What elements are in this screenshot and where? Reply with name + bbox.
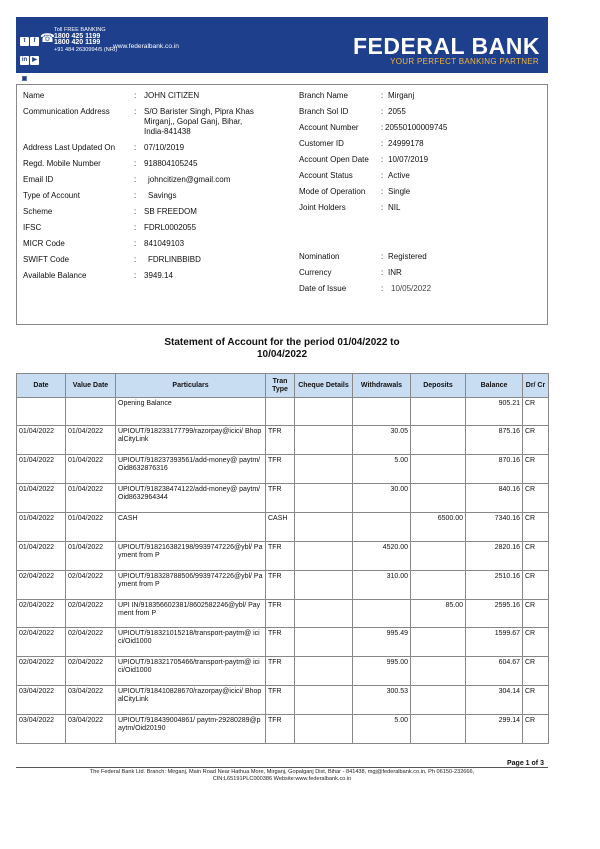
cell-tran-type: CASH: [266, 513, 295, 542]
cell-dr-cr: CR: [523, 686, 549, 715]
cell-value-date: 01/04/2022: [66, 542, 116, 571]
table-row: [17, 600, 549, 628]
label-address-updated: Address Last Updated On: [23, 143, 116, 152]
value-mobile: 918804105245: [144, 159, 198, 168]
cell-particulars: CASH: [116, 513, 266, 542]
cell-particulars: UPIOUT/918233177799/razorpay@icici/ BhopalCityLink: [116, 426, 266, 455]
cell-cheque: [295, 715, 353, 744]
header-date: Date: [17, 374, 66, 398]
cell-cheque: [295, 455, 353, 484]
value-address-line2: Mirganj,, Gopal Ganj, Bihar,: [144, 117, 243, 126]
cell-cheque: [295, 542, 353, 571]
cell-particulars: UPIOUT/918238474122/add-money@ paytm/Oid8632964344: [116, 484, 266, 513]
footer-line2: CIN:L65191PLC000386 Website:www.federalbank.co.in: [212, 776, 352, 782]
label-mode-of-operation: Mode of Operation: [299, 187, 366, 196]
header-particulars: Particulars: [116, 374, 266, 398]
table-row: [17, 455, 549, 484]
label-ifsc: IFSC: [23, 223, 42, 232]
cell-date: 02/04/2022: [17, 600, 66, 628]
cell-withdrawals: [353, 513, 411, 542]
colon: :: [381, 187, 384, 196]
value-name: JOHN CITIZEN: [144, 91, 200, 100]
cell-balance: 1599.67: [466, 628, 523, 657]
cell-tran-type: TFR: [266, 426, 295, 455]
cell-dr-cr: CR: [523, 455, 549, 484]
cell-withdrawals: 30.00: [353, 484, 411, 513]
table-row: [17, 542, 549, 571]
cell-date: 02/04/2022: [17, 628, 66, 657]
phone-number-2: 1800 420 1199: [54, 39, 101, 47]
cell-withdrawals: 4520.00: [353, 542, 411, 571]
colon: :: [134, 175, 137, 184]
cell-deposits: [411, 571, 466, 600]
colon: :: [134, 223, 137, 232]
colon: :: [134, 207, 137, 216]
colon: :: [134, 255, 137, 264]
table-header-row: [17, 374, 549, 398]
label-name: Name: [23, 91, 45, 100]
facebook-icon[interactable]: f: [30, 37, 39, 46]
colon: :: [134, 107, 137, 116]
cell-value-date: 02/04/2022: [66, 571, 116, 600]
table-row: [17, 686, 549, 715]
label-account-status: Account Status: [299, 171, 353, 180]
label-joint-holders: Joint Holders: [299, 203, 346, 212]
value-customer-id: 24999178: [388, 139, 424, 148]
cell-balance: 604.67: [466, 657, 523, 686]
value-ifsc: FDRL0002055: [144, 223, 197, 232]
cell-withdrawals: 300.53: [353, 686, 411, 715]
cell-value-date: 02/04/2022: [66, 628, 116, 657]
footer-divider: [16, 767, 548, 768]
colon: :: [381, 203, 384, 212]
cell-value-date: 01/04/2022: [66, 513, 116, 542]
table-row: [17, 398, 549, 426]
cell-withdrawals: [353, 398, 411, 426]
header-withdrawals: Withdrawals: [353, 374, 411, 398]
table-row: [17, 715, 549, 744]
colon: :: [381, 123, 384, 132]
cell-dr-cr: CR: [523, 426, 549, 455]
page-number: Page 1 of 3: [507, 760, 544, 767]
value-branch-name: Mirganj: [388, 91, 415, 100]
value-mode-of-operation: Single: [388, 187, 411, 196]
cell-deposits: 85.00: [411, 600, 466, 628]
cell-balance: 7340.16: [466, 513, 523, 542]
header-deposits: Deposits: [411, 374, 466, 398]
twitter-icon[interactable]: t: [20, 37, 29, 46]
cell-cheque: [295, 686, 353, 715]
cell-tran-type: TFR: [266, 455, 295, 484]
cell-balance: 2595.16: [466, 600, 523, 628]
youtube-icon[interactable]: ▶: [30, 56, 39, 65]
cell-balance: 870.16: [466, 455, 523, 484]
cell-cheque: [295, 657, 353, 686]
table-row: [17, 484, 549, 513]
cell-dr-cr: CR: [523, 657, 549, 686]
cell-cheque: [295, 600, 353, 628]
cell-dr-cr: CR: [523, 398, 549, 426]
value-nomination: Registered: [388, 252, 427, 261]
cell-cheque: [295, 628, 353, 657]
value-swift: FDRLINBBIBD: [148, 255, 201, 264]
value-available-balance: 3949.14: [144, 271, 173, 280]
account-info-box: [16, 84, 548, 325]
label-branch-name: Branch Name: [299, 91, 348, 100]
cell-tran-type: TFR: [266, 542, 295, 571]
cell-dr-cr: CR: [523, 715, 549, 744]
value-account-open-date: 10/07/2019: [388, 155, 429, 164]
value-date-of-issue: 10/05/2022: [391, 284, 432, 293]
cell-cheque: [295, 571, 353, 600]
cell-dr-cr: CR: [523, 628, 549, 657]
bank-tagline: YOUR PERFECT BANKING PARTNER: [390, 57, 539, 66]
cell-particulars: UPIOUT/918410828670/razorpay@icici/ BhopalCityLink: [116, 686, 266, 715]
cell-tran-type: TFR: [266, 600, 295, 628]
cell-value-date: 03/04/2022: [66, 715, 116, 744]
cell-value-date: 02/04/2022: [66, 657, 116, 686]
mobile-app-icon[interactable]: ▣: [21, 76, 28, 82]
colon: :: [381, 107, 384, 116]
colon: :: [134, 271, 137, 280]
cell-balance: 875.16: [466, 426, 523, 455]
cell-deposits: [411, 628, 466, 657]
table-row: [17, 657, 549, 686]
value-scheme: SB FREEDOM: [144, 207, 197, 216]
cell-tran-type: TFR: [266, 686, 295, 715]
table-row: [17, 628, 549, 657]
value-currency: INR: [388, 268, 402, 277]
label-mobile: Regd. Mobile Number: [23, 159, 101, 168]
value-joint-holders: NIL: [388, 203, 401, 212]
statement-title-line1: Statement of Account for the period 01/04/2022 to: [164, 337, 400, 348]
cell-balance: 2820.16: [466, 542, 523, 571]
header-tran-type: Tran Type: [266, 374, 295, 398]
colon: :: [381, 284, 384, 293]
value-account-status: Active: [388, 171, 410, 180]
label-account-type: Type of Account: [23, 191, 80, 200]
cell-tran-type: TFR: [266, 484, 295, 513]
cell-dr-cr: CR: [523, 571, 549, 600]
toll-free-label: Toll FREE BANKING: [54, 27, 106, 33]
cell-dr-cr: CR: [523, 484, 549, 513]
value-address-line1: S/O Barister Singh, Pipra Khas: [144, 107, 254, 116]
cell-particulars: UPIOUT/918321705466/transport-paytm@ icici/Oid1000: [116, 657, 266, 686]
header-cheque-details: Cheque Details: [295, 374, 353, 398]
cell-withdrawals: 30.05: [353, 426, 411, 455]
phone-number-nri: +91 484 2630994/5 (NRI): [54, 46, 118, 53]
cell-deposits: [411, 455, 466, 484]
colon: :: [381, 155, 384, 164]
transactions-table: [16, 373, 549, 744]
cell-balance: 840.16: [466, 484, 523, 513]
label-currency: Currency: [299, 268, 332, 277]
cell-value-date: 01/04/2022: [66, 455, 116, 484]
cell-withdrawals: [353, 600, 411, 628]
cell-value-date: [66, 398, 116, 426]
colon: :: [134, 159, 137, 168]
header-dr-cr: Dr/ Cr: [523, 374, 549, 398]
cell-value-date: 03/04/2022: [66, 686, 116, 715]
cell-tran-type: TFR: [266, 571, 295, 600]
cell-withdrawals: 310.00: [353, 571, 411, 600]
label-nomination: Nomination: [299, 252, 340, 261]
header-banner: [16, 17, 548, 82]
cell-balance: 2510.16: [466, 571, 523, 600]
label-branch-sol-id: Branch Sol ID: [299, 107, 349, 116]
cell-cheque: [295, 398, 353, 426]
value-account-number: 20550100009745: [385, 123, 448, 132]
cell-value-date: 02/04/2022: [66, 600, 116, 628]
cell-balance: 299.14: [466, 715, 523, 744]
table-row: [17, 426, 549, 455]
label-account-open-date: Account Open Date: [299, 155, 369, 164]
label-customer-id: Customer ID: [299, 139, 344, 148]
cell-tran-type: [266, 398, 295, 426]
website-link[interactable]: www.federalbank.co.in: [113, 43, 179, 50]
cell-withdrawals: 5.00: [353, 455, 411, 484]
colon: :: [381, 91, 384, 100]
cell-deposits: [411, 542, 466, 571]
header-value-date: Value Date: [66, 374, 116, 398]
cell-cheque: [295, 426, 353, 455]
cell-particulars: UPIOUT/918439004861/ paytm-29280289@paytm/Oid20190: [116, 715, 266, 744]
table-row: [17, 513, 549, 542]
cell-deposits: [411, 398, 466, 426]
cell-deposits: 6500.00: [411, 513, 466, 542]
cell-particulars: Opening Balance: [116, 398, 266, 426]
colon: :: [134, 91, 137, 100]
cell-particulars: UPIOUT/918216382198/9939747226@ybl/ Payment from P: [116, 542, 266, 571]
colon: :: [134, 143, 137, 152]
phone-icon: ☎: [40, 31, 55, 45]
bank-logo: FEDERAL BANK: [352, 33, 540, 59]
label-swift: SWIFT Code: [23, 255, 70, 264]
cell-date: [17, 398, 66, 426]
cell-tran-type: TFR: [266, 657, 295, 686]
cell-cheque: [295, 484, 353, 513]
cell-particulars: UPIOUT/918237393561/add-money@ paytm/Oid8632876316: [116, 455, 266, 484]
value-micr: 841049103: [144, 239, 185, 248]
table-row: [17, 571, 549, 600]
cell-balance: 304.14: [466, 686, 523, 715]
cell-deposits: [411, 426, 466, 455]
cell-tran-type: TFR: [266, 715, 295, 744]
cell-date: 01/04/2022: [17, 426, 66, 455]
cell-dr-cr: CR: [523, 542, 549, 571]
social-icons: [20, 29, 42, 86]
phone-number-1: 1800 425 1199: [54, 32, 101, 40]
cell-tran-type: TFR: [266, 628, 295, 657]
label-scheme: Scheme: [23, 207, 53, 216]
footer-line1: The Federal Bank Ltd. Branch: Mirganj, Main Road Near Hathua More, Mirganj, Gopalganj Dist, Bihar - 841438, mgj@federalbank.co.in, Ph 06150-232666,: [89, 769, 475, 775]
cell-deposits: [411, 715, 466, 744]
cell-cheque: [295, 513, 353, 542]
value-account-type: Savings: [148, 191, 177, 200]
label-date-of-issue: Date of Issue: [299, 284, 347, 293]
cell-date: 03/04/2022: [17, 686, 66, 715]
cell-dr-cr: CR: [523, 513, 549, 542]
value-email: johncitizen@gmail.com: [148, 175, 231, 184]
cell-value-date: 01/04/2022: [66, 426, 116, 455]
cell-particulars: UPIOUT/918321015218/transport-paytm@ icici/Oid1000: [116, 628, 266, 657]
cell-withdrawals: 995.00: [353, 657, 411, 686]
cell-date: 01/04/2022: [17, 484, 66, 513]
colon: :: [381, 268, 384, 277]
value-branch-sol-id: 2055: [388, 107, 406, 116]
colon: :: [134, 239, 137, 248]
cell-deposits: [411, 657, 466, 686]
footer-text: [16, 769, 548, 783]
cell-balance: 905.21: [466, 398, 523, 426]
statement-title-line2: 10/04/2022: [256, 349, 308, 360]
cell-dr-cr: CR: [523, 600, 549, 628]
label-email: Email ID: [23, 175, 54, 184]
cell-particulars: UPIOUT/918328788506/9939747226@ybl/ Payment from P: [116, 571, 266, 600]
header-balance: Balance: [466, 374, 523, 398]
linkedin-icon[interactable]: in: [21, 57, 28, 63]
colon: :: [381, 171, 384, 180]
cell-date: 01/04/2022: [17, 542, 66, 571]
cell-particulars: UPI IN/918356602381/8602582246@ybl/ Payment from P: [116, 600, 266, 628]
colon: :: [381, 252, 384, 261]
colon: :: [134, 191, 137, 200]
cell-withdrawals: 5.00: [353, 715, 411, 744]
toll-free-numbers: [54, 27, 117, 53]
cell-date: 02/04/2022: [17, 657, 66, 686]
cell-deposits: [411, 484, 466, 513]
label-micr: MICR Code: [23, 239, 65, 248]
cell-date: 01/04/2022: [17, 455, 66, 484]
cell-date: 01/04/2022: [17, 513, 66, 542]
cell-date: 03/04/2022: [17, 715, 66, 744]
label-available-balance: Available Balance: [23, 271, 87, 280]
label-address: Communication Address: [23, 107, 110, 116]
cell-deposits: [411, 686, 466, 715]
cell-withdrawals: 995.49: [353, 628, 411, 657]
statement-title: [16, 337, 548, 361]
colon: :: [381, 139, 384, 148]
cell-date: 02/04/2022: [17, 571, 66, 600]
label-account-number: Account Number: [299, 123, 359, 132]
value-address-updated: 07/10/2019: [144, 143, 185, 152]
cell-value-date: 01/04/2022: [66, 484, 116, 513]
value-address-line3: India-841438: [144, 127, 191, 136]
